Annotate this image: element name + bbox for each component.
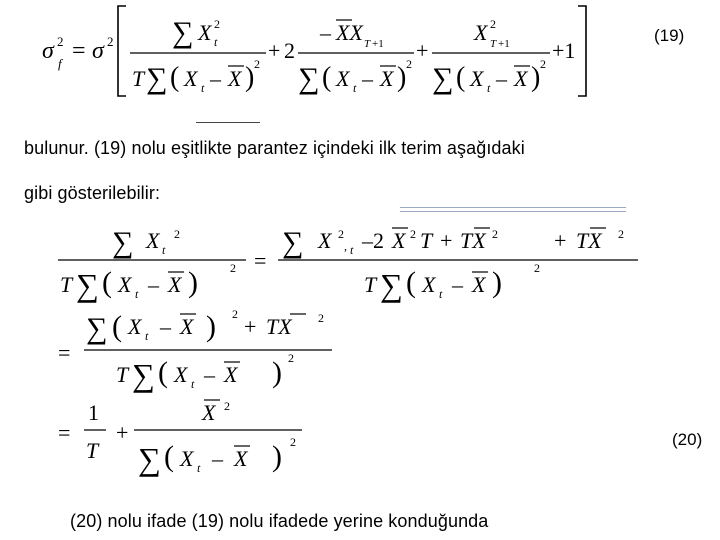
svg-text:X: X (180, 314, 194, 339)
svg-text:∑: ∑ (298, 62, 320, 95)
svg-text:): ) (272, 356, 282, 389)
svg-text:2: 2 (618, 227, 624, 241)
svg-text:X: X (180, 446, 194, 471)
svg-text:): ) (272, 440, 282, 473)
svg-text:(: ( (170, 62, 180, 93)
svg-text:X: X (234, 446, 248, 471)
svg-text:2: 2 (214, 17, 220, 31)
paragraph-line-2: gibi gösterilebilir: (24, 183, 161, 203)
svg-text:X: X (128, 314, 142, 339)
svg-text:2: 2 (57, 34, 64, 49)
svg-text:T: T (132, 66, 145, 91)
svg-text:X: X (146, 228, 160, 253)
svg-text:t: t (191, 377, 195, 391)
svg-text:X: X (470, 66, 484, 91)
svg-text:T: T (420, 228, 433, 253)
svg-text:–2: –2 (362, 228, 384, 253)
svg-text:X: X (472, 272, 486, 297)
svg-text:2: 2 (410, 227, 416, 241)
svg-text:X: X (514, 66, 528, 91)
svg-text:=: = (58, 340, 71, 365)
svg-text:=: = (58, 420, 71, 445)
svg-text:X: X (118, 272, 132, 297)
svg-text:∑: ∑ (282, 226, 304, 259)
svg-text:+1: +1 (372, 38, 384, 50)
svg-text:t: t (197, 461, 201, 475)
svg-text:2: 2 (107, 34, 114, 49)
svg-text:2: 2 (254, 57, 260, 71)
svg-text:+: + (244, 314, 257, 339)
svg-text:∑: ∑ (76, 267, 99, 303)
svg-text:∑: ∑ (138, 441, 161, 477)
svg-text:): ) (531, 62, 541, 93)
equation-20-number: (20) (672, 430, 703, 449)
svg-text:2: 2 (174, 227, 180, 241)
svg-text:σ: σ (92, 38, 104, 64)
svg-text:(: ( (158, 356, 168, 389)
svg-text:): ) (245, 62, 255, 93)
svg-text:(: ( (102, 266, 112, 299)
svg-text:2: 2 (224, 399, 230, 413)
svg-text:XX: XX (336, 20, 363, 45)
svg-text:–: – (452, 272, 463, 297)
svg-text:X: X (184, 66, 198, 91)
svg-text:T: T (490, 38, 497, 50)
svg-text:T: T (86, 438, 99, 463)
svg-text:): ) (492, 266, 502, 299)
svg-text:(: ( (164, 440, 174, 473)
svg-text:(: ( (406, 266, 416, 299)
svg-text:t: t (353, 81, 357, 95)
svg-text:+: + (440, 228, 453, 253)
svg-text:t: t (162, 243, 166, 257)
svg-text:t: t (201, 81, 205, 95)
svg-text:X: X (392, 228, 406, 253)
footer-text: (20) nolu ifade (19) nolu ifadede yerine konduğunda (70, 511, 489, 531)
svg-text:f: f (58, 56, 62, 71)
svg-text:X: X (228, 66, 242, 91)
svg-text:2: 2 (290, 435, 296, 449)
svg-text:∑: ∑ (146, 62, 168, 95)
svg-text:): ) (397, 62, 407, 93)
svg-text:(: ( (456, 62, 466, 93)
svg-text:X: X (422, 272, 436, 297)
svg-text:t: t (487, 81, 491, 95)
svg-text:X: X (198, 20, 212, 45)
svg-text:+: + (268, 38, 281, 63)
svg-text:X: X (336, 66, 350, 91)
svg-text:TX: TX (576, 228, 602, 253)
svg-text:+: + (416, 38, 429, 63)
svg-text:X: X (380, 66, 394, 91)
svg-text:σ: σ (42, 38, 54, 64)
svg-text:(: ( (112, 310, 122, 343)
svg-text:–: – (210, 66, 221, 91)
svg-text:+: + (116, 420, 129, 445)
svg-text:): ) (188, 266, 198, 299)
svg-text:–: – (148, 272, 159, 297)
svg-text:X: X (202, 400, 216, 425)
svg-text:2: 2 (232, 307, 238, 321)
svg-text:T: T (364, 38, 371, 50)
svg-text:t: t (214, 35, 218, 49)
svg-text:2: 2 (540, 57, 546, 71)
svg-text:=: = (254, 248, 267, 273)
svg-text:T: T (116, 362, 129, 387)
svg-text:t: t (145, 329, 149, 343)
svg-text:+1: +1 (498, 38, 510, 50)
svg-text:(: ( (322, 62, 332, 93)
svg-text:–: – (160, 314, 171, 339)
svg-text:TX: TX (266, 314, 292, 339)
svg-text:TX: TX (460, 228, 486, 253)
svg-text:2: 2 (338, 227, 344, 241)
paragraph-line-1: bulunur. (19) nolu eşitlikte parantez içindeki ilk terim aşağıdaki (24, 138, 525, 158)
svg-text:∑: ∑ (86, 312, 108, 345)
svg-text:+: + (554, 228, 567, 253)
svg-text:): ) (206, 310, 216, 343)
svg-text:+1: +1 (552, 38, 576, 63)
svg-text:–: – (204, 362, 215, 387)
svg-text:X: X (168, 272, 182, 297)
svg-text:t: t (135, 287, 139, 301)
svg-text:–: – (212, 446, 223, 471)
svg-text:X: X (318, 228, 332, 253)
svg-text:∑: ∑ (380, 267, 403, 303)
svg-text:∑: ∑ (432, 62, 454, 95)
svg-text:2: 2 (490, 17, 496, 31)
svg-text:–: – (320, 20, 331, 45)
svg-text:–: – (496, 66, 507, 91)
svg-text:t: t (439, 287, 443, 301)
svg-text:2: 2 (318, 311, 324, 325)
svg-text:X: X (174, 362, 188, 387)
svg-text:X: X (224, 362, 238, 387)
svg-text:t: t (350, 243, 354, 257)
svg-text:2: 2 (534, 261, 540, 275)
svg-text:∑: ∑ (172, 16, 194, 49)
svg-text:–: – (362, 66, 373, 91)
svg-text:1: 1 (88, 400, 99, 425)
svg-text:2: 2 (406, 57, 412, 71)
svg-text:2: 2 (284, 38, 295, 63)
equation-19-number: (19) (654, 26, 685, 45)
svg-text:T: T (364, 272, 377, 297)
svg-text:∑: ∑ (132, 357, 155, 393)
svg-text:∑: ∑ (112, 226, 134, 259)
svg-text:2: 2 (230, 261, 236, 275)
svg-text:,: , (344, 239, 347, 253)
svg-text:T: T (60, 272, 73, 297)
svg-text:2: 2 (288, 351, 294, 365)
svg-text:2: 2 (492, 227, 498, 241)
svg-text:X: X (474, 20, 488, 45)
svg-text:=: = (72, 38, 86, 64)
